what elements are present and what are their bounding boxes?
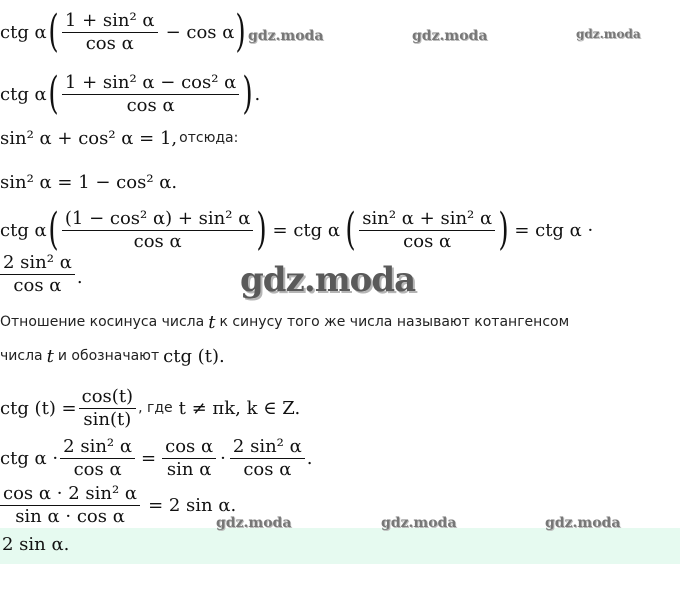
expression-line-2 bbox=[0, 66, 260, 122]
fraction bbox=[359, 209, 495, 252]
fraction-denominator: sin α · cos α bbox=[15, 505, 125, 527]
definition-text: и обозначают bbox=[57, 348, 160, 364]
period: . bbox=[254, 83, 261, 105]
result-expression: = 2 sin α. bbox=[148, 494, 237, 516]
watermark: gdz.moda bbox=[216, 515, 292, 531]
fraction bbox=[0, 484, 140, 527]
definition-text: к синусу того же числа называют котангенсом bbox=[219, 314, 570, 330]
watermark: gdz.moda bbox=[381, 515, 457, 531]
line-9-content bbox=[0, 434, 313, 482]
definition-line-1 bbox=[0, 310, 569, 334]
fraction-numerator: cos α bbox=[162, 437, 216, 459]
fraction-denominator: cos α bbox=[13, 275, 62, 296]
left-paren: ( bbox=[48, 204, 59, 255]
variable-t: t bbox=[46, 345, 54, 367]
sin-squared-expression: sin² α = 1 − cos² α. bbox=[0, 171, 178, 193]
fraction-denominator: sin α bbox=[166, 458, 212, 480]
fraction bbox=[230, 437, 305, 480]
fraction-denominator: cos α bbox=[243, 458, 292, 480]
definition-text: числа bbox=[0, 348, 43, 364]
fraction-denominator: cos α bbox=[126, 94, 175, 116]
fraction-numerator: 2 sin² α bbox=[230, 437, 305, 459]
left-paren: ( bbox=[48, 6, 59, 57]
fraction bbox=[62, 73, 239, 116]
identity-line bbox=[0, 126, 238, 150]
fraction bbox=[62, 209, 253, 252]
ctg-definition-formula bbox=[0, 382, 300, 434]
fraction-numerator: 2 sin² α bbox=[0, 253, 75, 275]
answer-value: 2 sin α. bbox=[2, 534, 70, 555]
equals-sign: = bbox=[141, 447, 157, 469]
answer-box bbox=[0, 528, 680, 564]
pythagorean-identity: sin² α + cos² α = 1, bbox=[0, 127, 178, 149]
expression-line-9 bbox=[0, 434, 313, 482]
watermark: gdz.moda bbox=[248, 28, 324, 44]
fraction-numerator: sin² α + sin² α bbox=[359, 209, 495, 231]
where-text: , где bbox=[138, 400, 173, 416]
fraction-numerator: 1 + sin² α − cos² α bbox=[62, 73, 239, 95]
ctg-t-equals: ctg (t) = bbox=[0, 397, 77, 419]
ctg-notation: ctg (t). bbox=[163, 345, 225, 367]
expression-line-6 bbox=[0, 252, 83, 302]
right-paren: ) bbox=[242, 68, 254, 119]
ctg-prefix: ctg α bbox=[0, 83, 47, 105]
watermark: gdz.moda bbox=[576, 27, 641, 41]
variable-t: t bbox=[208, 311, 216, 333]
expression-line-5 bbox=[0, 202, 593, 258]
definition-line-2 bbox=[0, 344, 225, 368]
fraction bbox=[162, 437, 216, 480]
fraction-denominator: cos α bbox=[133, 230, 182, 252]
fraction-denominator: cos α bbox=[85, 32, 134, 54]
ctg-dot: ctg α · bbox=[0, 447, 59, 469]
left-paren: ( bbox=[48, 68, 59, 119]
ctg-prefix: ctg α bbox=[0, 219, 47, 241]
fraction-denominator: cos α bbox=[73, 458, 122, 480]
right-paren: ) bbox=[256, 204, 268, 255]
expression-line-1 bbox=[0, 4, 248, 60]
right-paren: ) bbox=[235, 6, 247, 57]
equals-ctg: = ctg α bbox=[272, 219, 341, 241]
definition-text: Отношение косинуса числа bbox=[0, 314, 205, 330]
watermark: gdz.moda bbox=[412, 28, 488, 44]
watermark: gdz.moda bbox=[545, 515, 621, 531]
fraction bbox=[60, 437, 135, 480]
fraction-numerator: cos α · 2 sin² α bbox=[0, 484, 140, 506]
left-paren: ( bbox=[345, 204, 356, 255]
period: . bbox=[306, 447, 313, 469]
equals-ctg-dot: = ctg α · bbox=[514, 219, 594, 241]
period: . bbox=[76, 266, 83, 288]
right-paren: ) bbox=[498, 204, 509, 255]
fraction bbox=[79, 387, 136, 430]
fraction-denominator: sin(t) bbox=[83, 408, 132, 430]
fraction-numerator: 2 sin² α bbox=[60, 437, 135, 459]
fraction bbox=[62, 11, 158, 54]
fraction-numerator: 1 + sin² α bbox=[62, 11, 158, 33]
fraction bbox=[0, 253, 75, 301]
hence-text: отсюда: bbox=[179, 130, 239, 146]
fraction-numerator: (1 − cos² α) + sin² α bbox=[62, 209, 253, 231]
fraction-numerator: cos(t) bbox=[79, 387, 136, 409]
fraction-denominator: cos α bbox=[403, 230, 452, 252]
minus-cos-term: − cos α bbox=[165, 21, 235, 43]
domain-condition: t ≠ πk, k ∈ Z. bbox=[178, 397, 301, 419]
ctg-prefix: ctg α bbox=[0, 21, 47, 43]
multiply-dot: · bbox=[220, 447, 226, 469]
watermark-large: gdz.moda bbox=[240, 260, 416, 300]
expression-line-10 bbox=[0, 482, 236, 528]
sin-squared-line bbox=[0, 170, 177, 194]
